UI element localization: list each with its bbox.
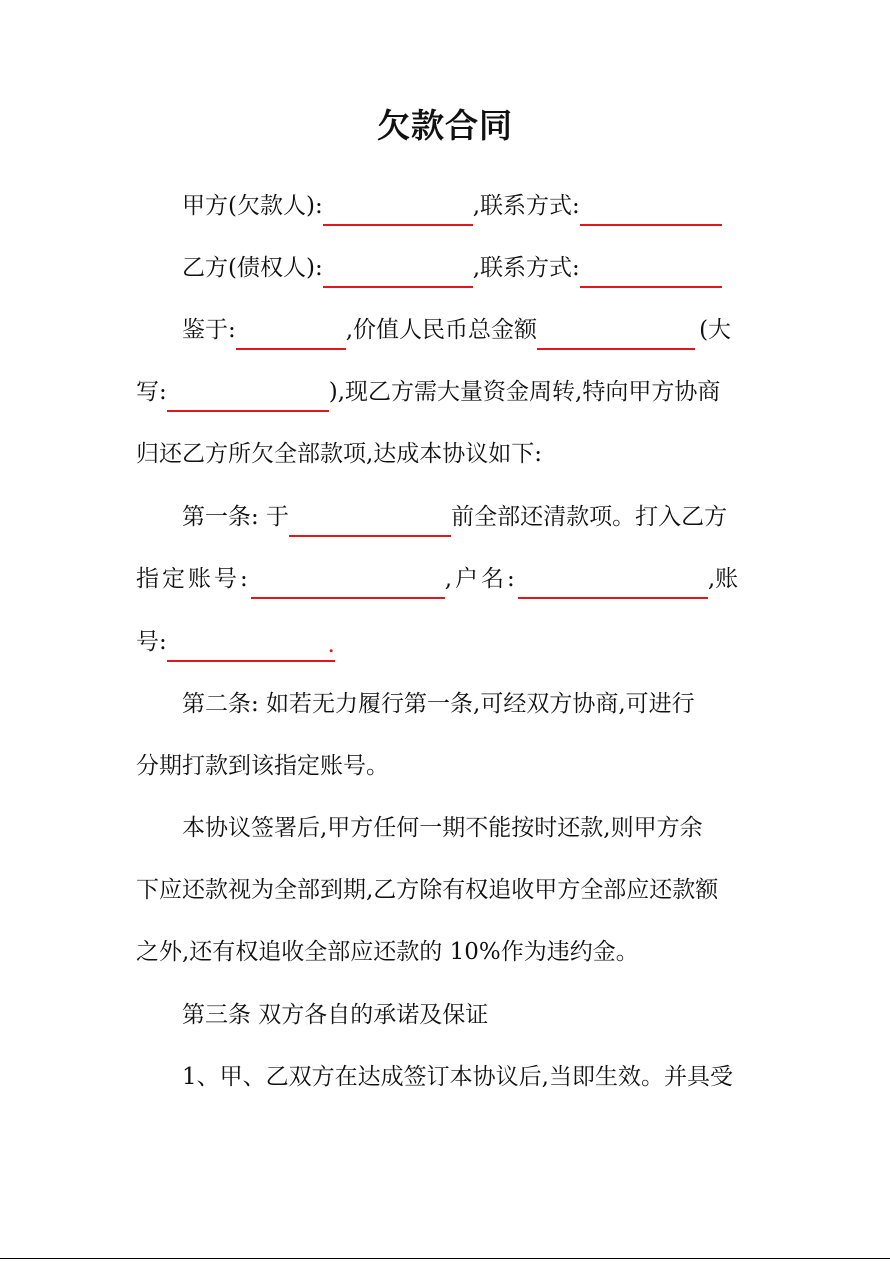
party-a-contact-field[interactable] [580, 194, 722, 226]
account-number-line [136, 622, 756, 662]
total-amount-label: ,价值人民币总金额 [345, 317, 538, 343]
capital-label: 写: [136, 379, 167, 405]
account-label: 指定账号: [136, 566, 251, 592]
party-b-contact-field[interactable] [580, 256, 722, 288]
article-3-item-1: 1、甲、乙双方在达成签订本协议后,当即生效。并具受 [182, 1064, 733, 1090]
account-name-field[interactable] [518, 567, 708, 599]
article-1-line [182, 497, 756, 537]
whereas-line [182, 310, 756, 350]
repayment-date-field[interactable] [289, 505, 451, 537]
agreement-line: 归还乙方所欠全部款项,达成本协议如下: [136, 441, 543, 467]
account-name-label: ,户名: [444, 566, 518, 592]
party-b-label: 乙方(债权人): [182, 255, 323, 281]
capital-after-text: ),现乙方需大量资金周转,特向甲方协商 [328, 379, 721, 405]
account-tail-text: ,账 [707, 566, 739, 592]
penalty-line-2: 下应还款视为全部到期,乙方除有权追收甲方全部应还款额 [136, 877, 719, 903]
party-a-label: 甲方(欠款人): [182, 193, 323, 219]
article-2-line-2: 分期打款到该指定账号。 [136, 753, 389, 779]
account-number-label: 号: [136, 629, 167, 655]
party-b-contact-label: ,联系方式: [472, 255, 580, 281]
party-b-line [182, 248, 756, 288]
penalty-line-3: 之外,还有权追收全部应还款的 10%作为违约金。 [136, 939, 639, 965]
article-1-after-text: 前全部还清款项。打入乙方 [451, 504, 728, 530]
capital-line [136, 372, 756, 412]
page-bottom-rule [0, 1258, 890, 1259]
article-3-heading: 第三条 双方各自的承诺及保证 [182, 1002, 489, 1028]
account-number-field[interactable]: . [167, 630, 335, 662]
party-a-name-field[interactable] [323, 194, 473, 226]
total-amount-field[interactable] [537, 318, 695, 350]
capital-open-label: (大 [699, 317, 732, 343]
article-1-label: 第一条: 于 [182, 504, 290, 530]
whereas-field[interactable] [236, 318, 346, 350]
document-title: 欠款合同 [377, 106, 513, 145]
article-2-line-1: 第二条: 如若无力履行第一条,可经双方协商,可进行 [182, 691, 695, 717]
capital-amount-field[interactable] [167, 380, 329, 412]
party-b-name-field[interactable] [323, 256, 473, 288]
account-line [136, 559, 756, 599]
party-a-line [182, 186, 756, 226]
penalty-line-1: 本协议签署后,甲方任何一期不能按时还款,则甲方余 [182, 815, 703, 841]
account-field[interactable] [251, 567, 445, 599]
whereas-label: 鉴于: [182, 317, 236, 343]
party-a-contact-label: ,联系方式: [472, 193, 580, 219]
